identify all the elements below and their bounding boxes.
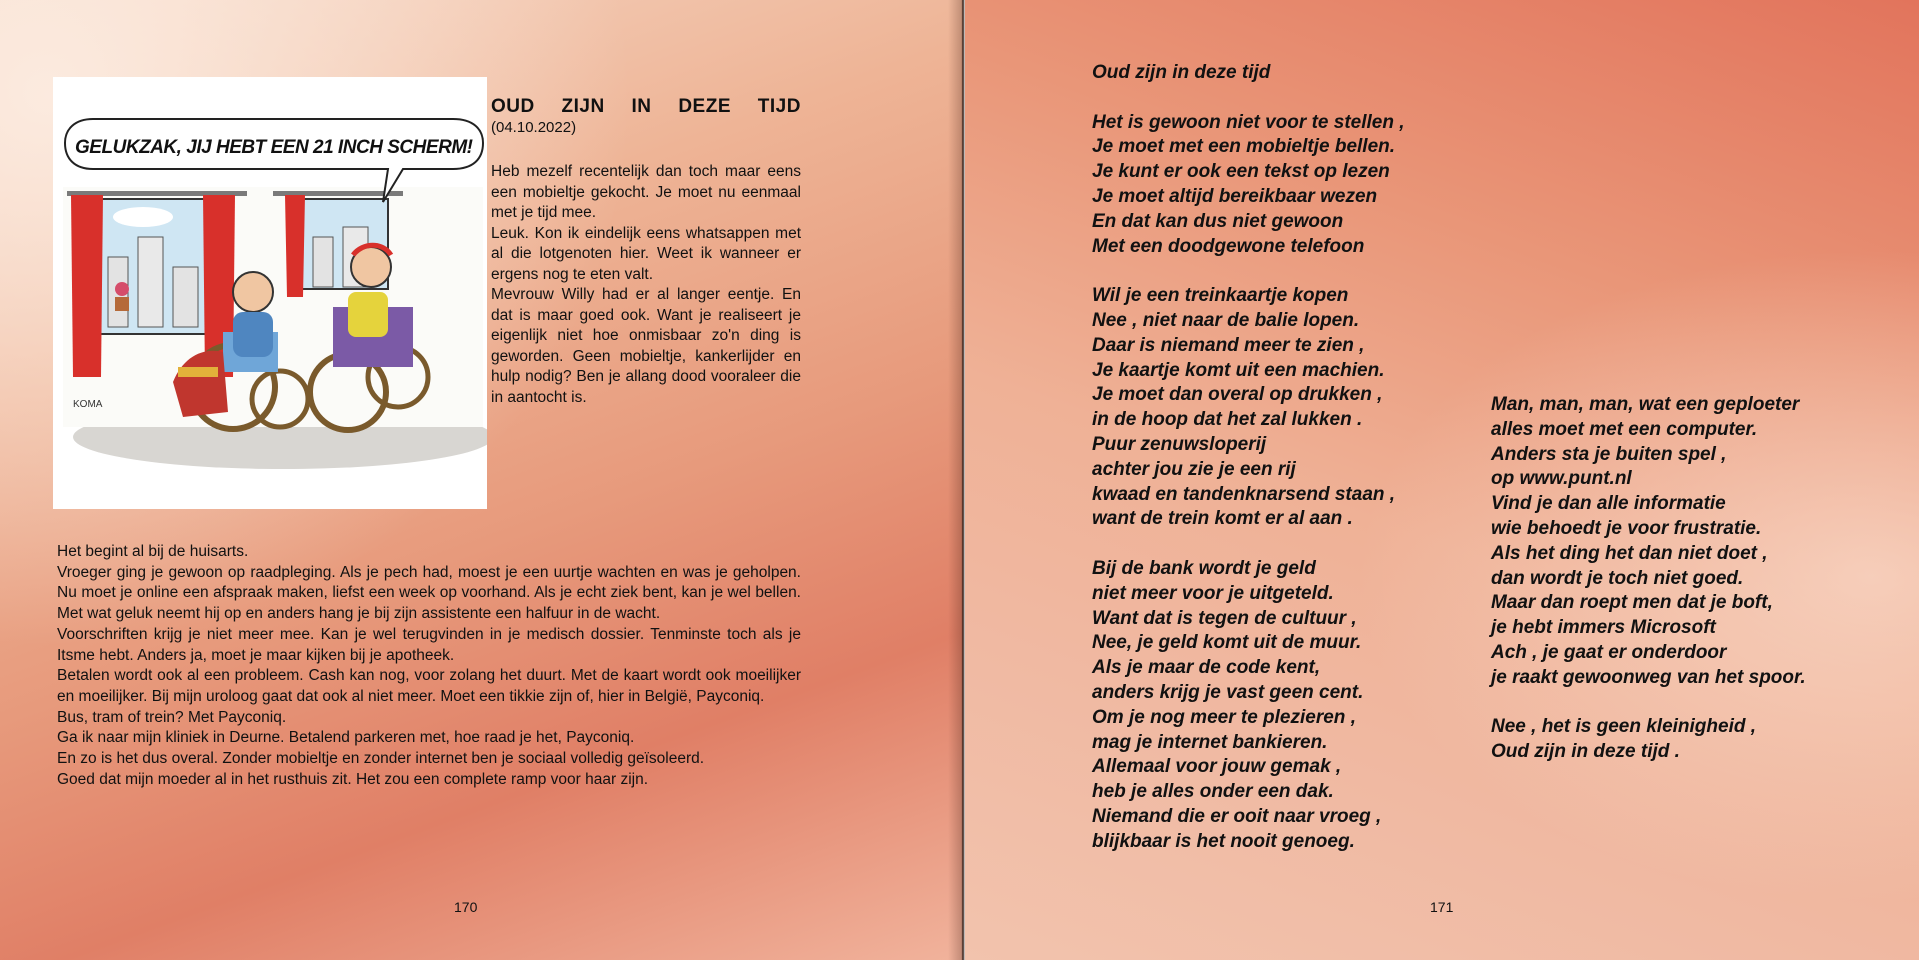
- title-word: TIJD: [757, 96, 801, 117]
- intro-paragraph: Leuk. Kon ik eindelijk eens whatsappen met al die lotgenoten hier. Weet ik wanneer er ergens nog te eten valt.: [491, 224, 801, 283]
- body-paragraph: Vroeger ging je gewoon op raadpleging. Als je pech had, moest je een uurtje wachten en was je geholpen. Nu moet je online een afspraak maken, liefst een week op voorhand. Als je echt ziek bent, kan je wel bellen. Met wat geluk neemt hij op en anders hang je bij zijn assistente een halfuur in de wacht.: [57, 563, 801, 623]
- poem-line: Bij de bank wordt je geld: [1092, 557, 1316, 579]
- poem-line: Het is gewoon niet voor te stellen ,: [1092, 111, 1405, 133]
- cartoon-caption: GELUKZAK, JIJ HEBT EEN 21 INCH SCHERM!: [75, 137, 473, 158]
- poem-line: Oud zijn in deze tijd .: [1491, 741, 1680, 763]
- poem-line: in de hoop dat het zal lukken .: [1092, 409, 1363, 431]
- poem-line: Als je maar de code kent,: [1092, 657, 1321, 679]
- article-title: [491, 96, 801, 118]
- poem-line: Wil je een treinkaartje kopen: [1092, 285, 1349, 307]
- poem-line: Met een doodgewone telefoon: [1092, 235, 1365, 257]
- cartoon-illustration: [53, 77, 487, 509]
- poem-line: mag je internet bankieren.: [1092, 731, 1328, 753]
- poem-line: Man, man, man, wat een geploeter: [1491, 394, 1800, 415]
- poem-line: je raakt gewoonweg van het spoor.: [1491, 666, 1806, 688]
- poem-line: anders krijg je vast geen cent.: [1092, 681, 1364, 703]
- poem-line: heb je alles onder een dak.: [1092, 781, 1334, 803]
- article-date: (04.10.2022): [491, 119, 577, 136]
- poem-line: Om je nog meer te plezieren ,: [1092, 706, 1356, 728]
- poem-line: kwaad en tandenknarsend staan ,: [1092, 483, 1396, 505]
- poem-line: niet meer voor je uitgeteld.: [1092, 582, 1334, 604]
- intro-paragraph: Mevrouw Willy had er al langer eentje. En dat is maar goed ook. Want je realiseert je eigenlijk niet hoe onmisbaar zo'n ding is geworden. Geen mobieltje, kankerlijder en hulp nodig? Ben je allang dood vooraleer die in aantocht is.: [491, 286, 801, 406]
- body-paragraph: Bus, tram of trein? Met Payconiq.: [57, 708, 287, 726]
- poem-line: Je kunt er ook een tekst op lezen: [1092, 161, 1390, 183]
- poem-column-1: [1092, 61, 1405, 855]
- title-word: DEZE: [678, 96, 731, 117]
- poem-line: En dat kan dus niet gewoon: [1092, 210, 1344, 232]
- title-word: OUD: [491, 96, 535, 117]
- poem-line: alles moet met een computer.: [1491, 418, 1758, 440]
- poem-line: Nee, je geld komt uit de muur.: [1092, 632, 1362, 654]
- poem-line: Je moet met een mobieltje bellen.: [1092, 136, 1396, 158]
- body-text: [57, 542, 801, 790]
- poem-line: Puur zenuwsloperij: [1092, 433, 1267, 455]
- poem-line: Nee , niet naar de balie lopen.: [1092, 309, 1360, 331]
- poem-line: Als het ding het dan niet doet ,: [1491, 542, 1768, 564]
- poem-line: op www.punt.nl: [1491, 468, 1632, 490]
- intro-paragraph: Heb mezelf recentelijk dan toch maar eens een mobieltje gekocht. Je moet nu eenmaal met je tijd mee.: [491, 163, 801, 221]
- body-paragraph: Voorschriften krijg je niet meer mee. Kan je wel terugvinden in je medisch dossier. Tenminste toch als je Itsme hebt. Anders ja, moet je maar kijken bij je apotheek.: [57, 625, 801, 664]
- poem-line: Daar is niemand meer te zien ,: [1092, 334, 1365, 356]
- title-word: IN: [631, 96, 652, 117]
- poem-line: Vind je dan alle informatie: [1491, 493, 1726, 515]
- body-paragraph: Ga ik naar mijn kliniek in Deurne. Betalend parkeren met, hoe raad je het, Payconiq.: [57, 729, 635, 747]
- right-page: [965, 0, 1919, 960]
- intro-text: [491, 162, 801, 408]
- poem-line: blijkbaar is het nooit genoeg.: [1092, 830, 1355, 852]
- poem-line: Ach , je gaat er onderdoor: [1491, 641, 1727, 663]
- poem-line: Maar dan roept men dat je boft,: [1491, 592, 1773, 614]
- poem-line: achter jou zie je een rij: [1092, 458, 1296, 480]
- poem-line: Want dat is tegen de cultuur ,: [1092, 607, 1357, 629]
- body-paragraph: Goed dat mijn moeder al in het rusthuis zit. Het zou een complete ramp voor haar zijn.: [57, 770, 649, 788]
- poem-line: dan wordt je toch niet goed.: [1491, 567, 1744, 589]
- poem-line: je hebt immers Microsoft: [1491, 617, 1716, 639]
- poem-line: Allemaal voor jouw gemak ,: [1092, 756, 1342, 778]
- poem-line: want de trein komt er al aan .: [1092, 508, 1353, 530]
- poem-line: Je moet dan overal op drukken ,: [1092, 384, 1383, 406]
- poem-column-2: [1491, 393, 1806, 765]
- page-number: 171: [1430, 899, 1454, 915]
- body-paragraph: En zo is het dus overal. Zonder mobieltje en zonder internet ben je sociaal volledig geïsoleerd.: [57, 750, 705, 768]
- poem-title: Oud zijn in deze tijd: [1092, 62, 1271, 83]
- poem-line: Je kaartje komt uit een machien.: [1092, 359, 1385, 381]
- title-word: ZIJN: [561, 96, 605, 117]
- poem-line: Je moet altijd bereikbaar wezen: [1092, 185, 1378, 207]
- page-number: 170: [454, 899, 478, 915]
- poem-line: Niemand die er ooit naar vroeg ,: [1092, 805, 1382, 827]
- poem-line: Nee , het is geen kleinigheid ,: [1491, 716, 1757, 738]
- body-paragraph: Betalen wordt ook al een probleem. Cash kan nog, voor zolang het duurt. Met de kaart wordt ook moeilijker en moeilijker. Bij mijn uroloog gaat dat ook al niet meer. Moet een tikkie zijn of, hier in België, Payconiq.: [57, 667, 801, 705]
- body-paragraph: Het begint al bij de huisarts.: [57, 543, 249, 560]
- poem-line: Anders sta je buiten spel ,: [1491, 443, 1727, 465]
- cartoon-signature: KOMA: [73, 399, 103, 410]
- poem-line: wie behoedt je voor frustratie.: [1491, 517, 1762, 539]
